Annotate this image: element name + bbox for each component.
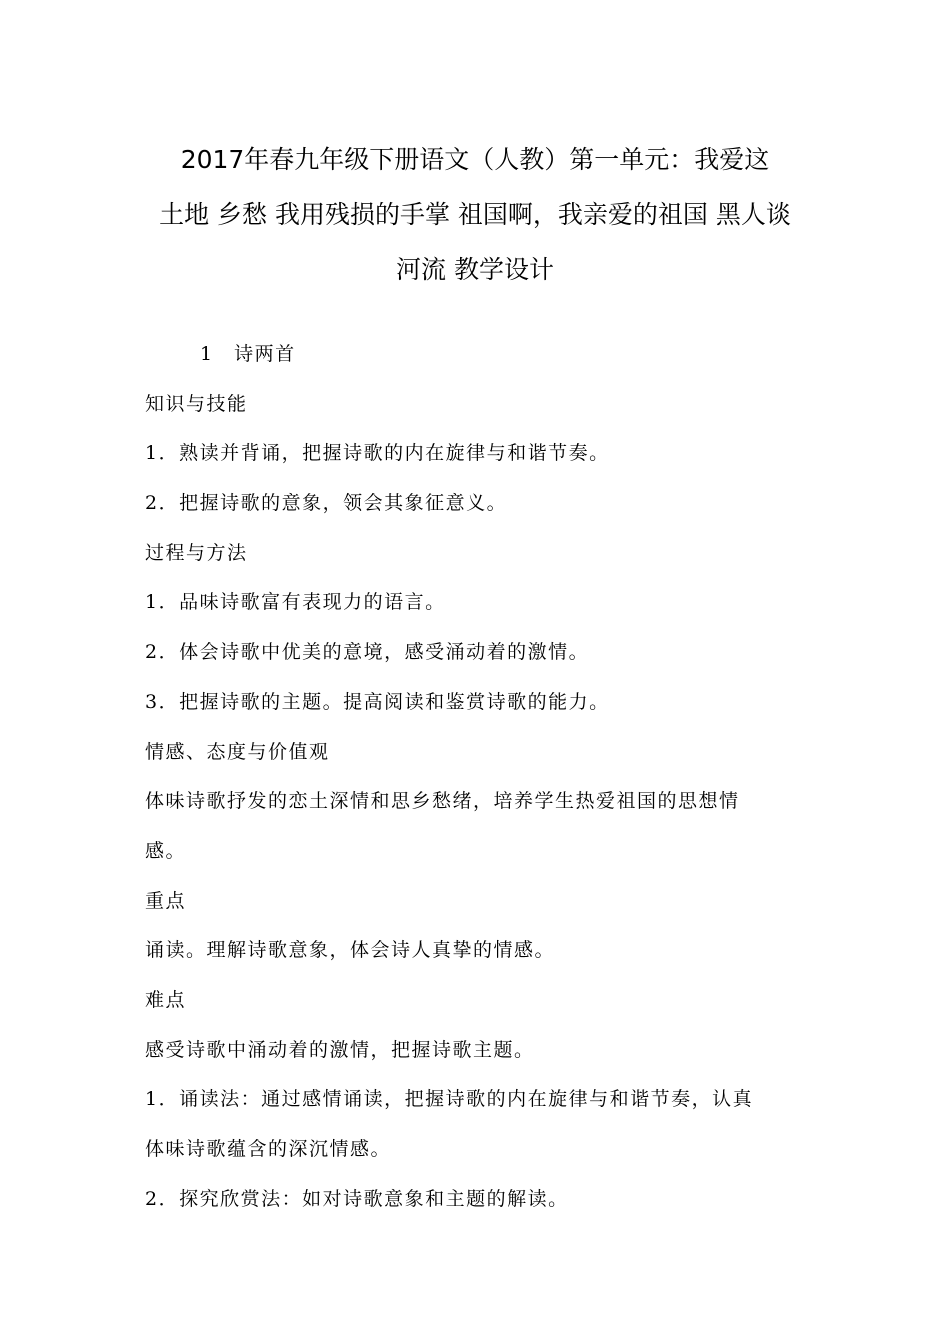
heading-difficulties: 难点 bbox=[145, 988, 187, 1011]
paragraph-line: 体味诗歌抒发的恋土深情和思乡愁绪，培养学生热爱祖国的思想情 bbox=[145, 790, 740, 813]
paragraph-line: 感受诗歌中涌动着的激情，把握诗歌主题。 bbox=[145, 1038, 535, 1061]
paragraph-line: 2．体会诗歌中优美的意境，感受涌动着的激情。 bbox=[145, 641, 590, 664]
heading-knowledge-skills: 知识与技能 bbox=[145, 392, 248, 415]
heading-emotion-values: 情感、态度与价值观 bbox=[145, 740, 330, 763]
heading-process-method: 过程与方法 bbox=[145, 541, 248, 564]
paragraph-line: 2．探究欣赏法：如对诗歌意象和主题的解读。 bbox=[145, 1187, 569, 1210]
document-body bbox=[145, 330, 815, 1224]
title-line: 2017年春九年级下册语文（人教）第一单元：我爱这 bbox=[180, 145, 770, 174]
paragraph-line: 2．把握诗歌的意象，领会其象征意义。 bbox=[145, 492, 508, 515]
paragraph-line: 1．熟读并背诵，把握诗歌的内在旋律与和谐节奏。 bbox=[145, 442, 610, 465]
document-title bbox=[140, 132, 810, 297]
paragraph-line: 感。 bbox=[145, 839, 187, 862]
paragraph-line: 3．把握诗歌的主题。提高阅读和鉴赏诗歌的能力。 bbox=[145, 690, 610, 713]
paragraph-line: 1．诵读法：通过感情诵读，把握诗歌的内在旋律与和谐节奏，认真 bbox=[145, 1088, 754, 1111]
paragraph-line: 诵读。理解诗歌意象，体会诗人真挚的情感。 bbox=[145, 939, 556, 962]
section-title: 1 诗两首 bbox=[200, 343, 296, 365]
title-line: 土地 乡愁 我用残损的手掌 祖国啊，我亲爱的祖国 黑人谈 bbox=[159, 200, 791, 229]
paragraph-line: 体味诗歌蕴含的深沉情感。 bbox=[145, 1138, 392, 1160]
heading-key-points: 重点 bbox=[145, 889, 187, 912]
title-line: 河流 教学设计 bbox=[396, 255, 554, 284]
paragraph-line: 1．品味诗歌富有表现力的语言。 bbox=[145, 591, 446, 614]
